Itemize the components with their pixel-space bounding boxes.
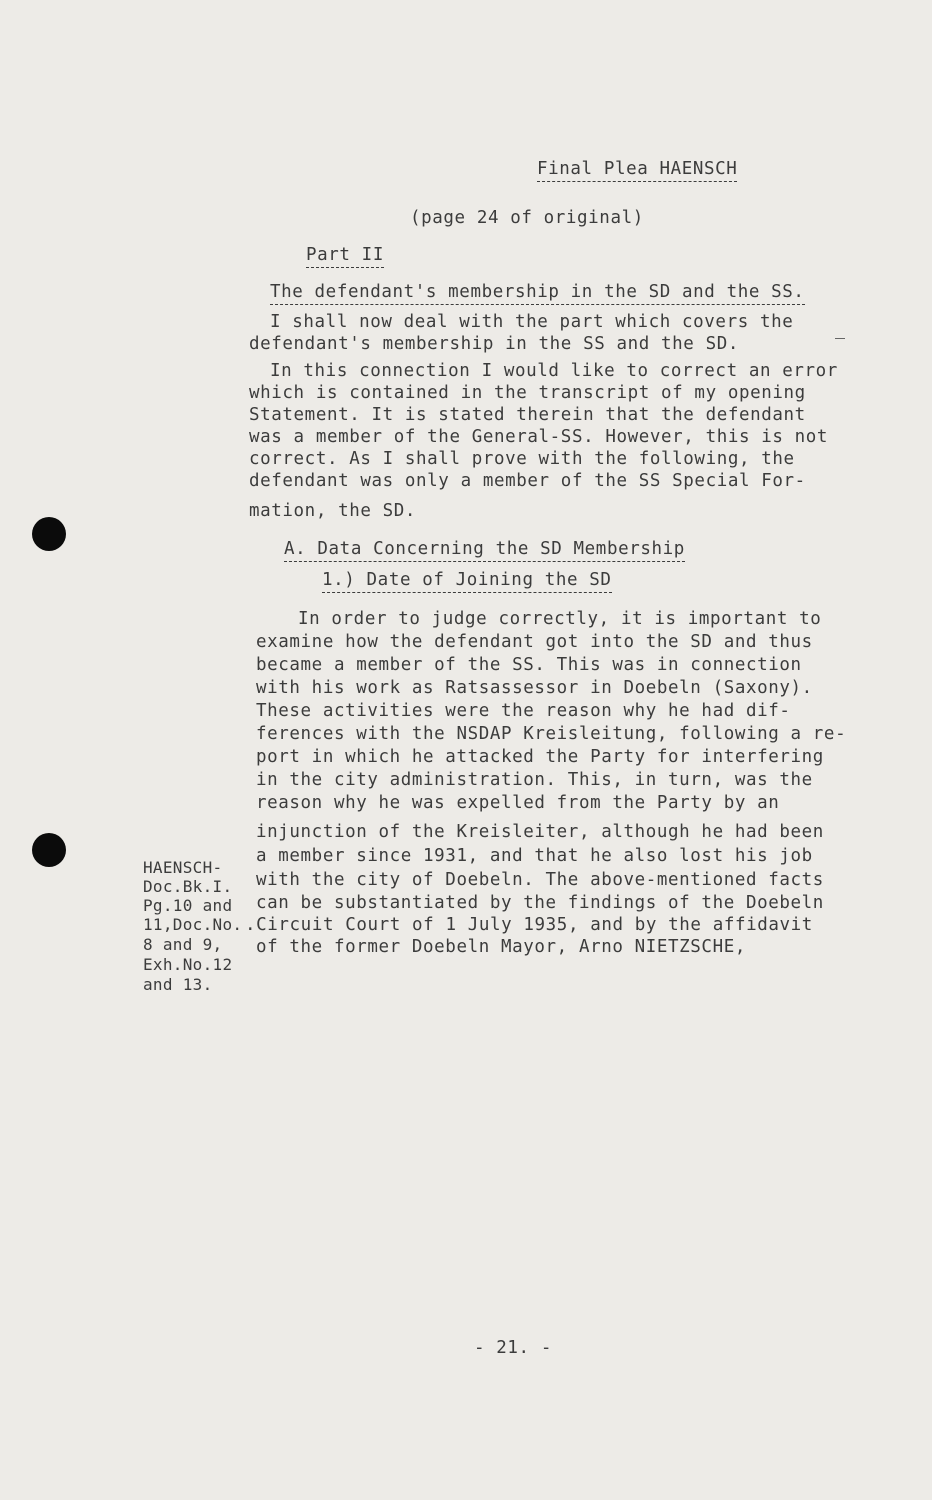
paragraph-2-line-7: mation, the SD. [249,501,417,521]
subsection-heading-1: 1.) Date of Joining the SD [322,569,612,593]
margin-tick [835,338,845,339]
paragraph-2-line-4: was a member of the General-SS. However, this is not [249,427,829,447]
body-line-1: In order to judge correctly, it is important to [298,609,822,629]
body-line-10: injunction of the Kreisleiter, although he had been [256,822,824,842]
document-title: Final Plea HAENSCH [537,158,737,182]
punch-hole-top [32,517,66,551]
margin-note-line-1: HAENSCH- [143,858,223,877]
paragraph-1-line-1: I shall now deal with the part which covers the [270,312,794,332]
section-heading: The defendant's membership in the SD and the SS. [270,281,805,305]
margin-note-line-3: Pg.10 and [143,896,233,915]
margin-note-line-5: 8 and 9, [143,935,223,954]
page-reference: (page 24 of original) [410,208,644,228]
margin-note-line-7: and 13. [143,975,213,994]
body-line-11: a member since 1931, and that he also lost his job [256,846,813,866]
part-heading: Part II [306,244,384,268]
paragraph-2-line-3: Statement. It is stated therein that the defendant [249,405,806,425]
body-line-7: port in which he attacked the Party for interfering [256,747,824,767]
body-line-15: of the former Doebeln Mayor, Arno NIETZSCHE, [256,937,746,957]
page-number: - 21. - [474,1338,552,1358]
paragraph-2-line-5: correct. As I shall prove with the following, the [249,449,795,469]
paragraph-2-line-2: which is contained in the transcript of my opening [249,383,806,403]
paragraph-1-line-2: defendant's membership in the SS and the SD. [249,334,739,354]
body-line-12: with the city of Doebeln. The above-mentioned facts [256,870,824,890]
paragraph-2-line-6: defendant was only a member of the SS Special For- [249,471,806,491]
body-line-3: became a member of the SS. This was in connection [256,655,802,675]
subsection-heading-a: A. Data Concerning the SD Membership [284,538,685,562]
body-line-4: with his work as Ratsassessor in Doebeln (Saxony). [256,678,813,698]
punch-hole-bottom [32,833,66,867]
body-line-14: .Circuit Court of 1 July 1935, and by the affidavit [245,915,813,935]
body-line-13: can be substantiated by the findings of the Doebeln [256,893,824,913]
body-line-8: in the city administration. This, in turn, was the [256,770,813,790]
body-line-2: examine how the defendant got into the SD and thus [256,632,813,652]
margin-note-line-6: Exh.No.12 [143,955,233,974]
margin-note-line-4: 11,Doc.No. [143,915,243,934]
paragraph-2-line-1: In this connection I would like to correct an error [270,361,838,381]
body-line-9: reason why he was expelled from the Party by an [256,793,780,813]
body-line-6: ferences with the NSDAP Kreisleitung, following a re- [256,724,847,744]
body-line-5: These activities were the reason why he had dif- [256,701,791,721]
margin-note-line-2: Doc.Bk.I. [143,877,233,896]
